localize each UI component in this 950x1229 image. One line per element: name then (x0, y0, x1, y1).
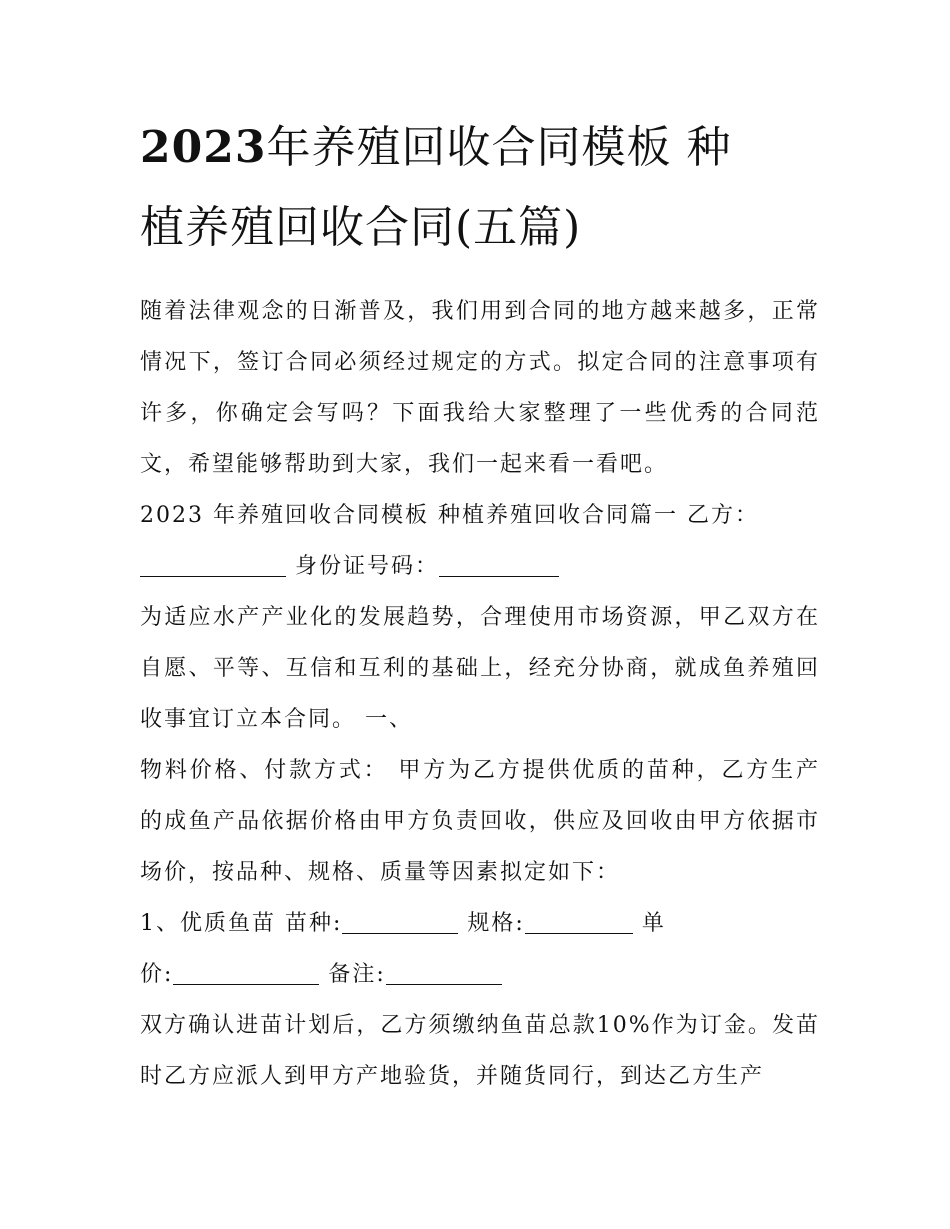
deposit-paragraph: 双方确认进苗计划后，乙方须缴纳鱼苗总款10%作为订金。发苗时乙方应派人到甲方产地验货，并随货同行，到达乙方生产 (140, 1013, 820, 1089)
id-number-blank (439, 552, 559, 577)
title-line2: 植养殖回收合同(五篇) (140, 202, 582, 253)
document-body (140, 108, 820, 1102)
document-title (140, 108, 820, 268)
intro-paragraph: 随着法律观念的日渐普及，我们用到合同的地方越来越多，正常情况下，签订合同必须经过规定的方式。拟定合同的注意事项有许多，你确定会写吗？下面我给大家整理了一些优秀的合同范文，希望能够帮助到大家，我们一起来看一看吧。 (140, 299, 820, 477)
note-blank (386, 960, 502, 985)
title-line1: 年养殖回收合同模板 种 (266, 122, 732, 173)
variety-blank (342, 909, 458, 934)
purpose-paragraph: 为适应水产产业化的发展趋势，合理使用市场资源，甲乙双方在自愿、平等、互信和互利的基础上，经充分协商，就成鱼养殖回收事宜订立本合同。 一、 (140, 605, 820, 732)
title-year: 2023 (140, 122, 267, 173)
unit-price-blank (173, 960, 319, 985)
id-number-label: 身份证号码： (295, 554, 440, 579)
item1-variety-label: 1、优质鱼苗 苗种: (140, 911, 343, 936)
item1-note-label: 备注: (328, 962, 386, 987)
item1-unit-label-b: 价: (140, 962, 174, 987)
section-heading-paragraph (140, 490, 820, 592)
spec-blank (525, 909, 633, 934)
item1-paragraph (140, 898, 820, 1000)
item1-spec-label: 规格: (467, 911, 525, 936)
item1-unit-label-a: 单 (641, 911, 666, 936)
pricing-paragraph: 物料价格、付款方式： 甲方为乙方提供优质的苗种，乙方生产的成鱼产品依据价格由甲方负责回收，供应及回收由甲方依据市场价，按品种、规格、质量等因素拟定如下： (140, 758, 820, 885)
party-b-name-blank (140, 552, 286, 577)
section-heading: 2023 年养殖回收合同模板 种植养殖回收合同篇一 乙方： (140, 503, 759, 528)
